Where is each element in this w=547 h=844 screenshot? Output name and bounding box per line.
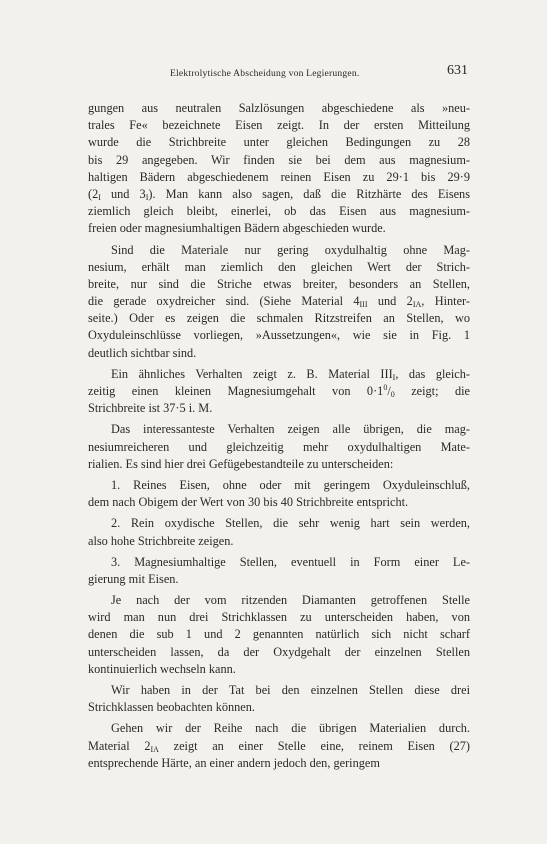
paragraph [88, 554, 470, 588]
text-line: bis 29 angegeben. Wir finden sie bei dem aus magnesium- [88, 152, 470, 167]
text-line: denen die sub 1 und 2 genannten natürlich sich nicht scharf [88, 627, 470, 642]
page-header [88, 63, 468, 83]
text-line: nesiumreicheren und gleichzeitig mehr oxydulhaltigen Mate- [88, 439, 470, 454]
running-title: Elektrolytische Abscheidung von Legierungen. [170, 68, 360, 79]
text-line: rialien. Es sind hier drei Gefügebestandteile zu unterscheiden: [88, 456, 394, 471]
text-line: Je nach der vom ritzenden Diamanten getroffenen Stelle [111, 593, 470, 608]
page-number: 631 [447, 63, 468, 78]
text-line: kontinuierlich wechseln kann. [88, 661, 236, 676]
paragraph [88, 242, 470, 362]
text-line: Oxyduleinschlüsse vorliegen, »Aussetzungen«, wie sie in Fig. 1 [88, 328, 470, 343]
text-line: wurde die Strichbreite unter gleichen Bedingungen zu 28 [88, 135, 470, 150]
text-line: gierung mit Eisen. [88, 571, 179, 586]
text-line: Gehen wir der Reihe nach die übrigen Materialien durch. [111, 721, 470, 736]
paragraph [88, 477, 470, 511]
text-line: seite.) Oder es zeigen die schmalen Ritzstreifen an Stellen, wo [88, 311, 470, 326]
paragraph [88, 682, 470, 716]
text-line: zeitig einen kleinen Magnesiumgehalt von $0\cdot 1^0/_0$ zeigt; die [88, 383, 470, 399]
body-text [88, 100, 470, 772]
text-line: freien oder magnesiumhaltigen Bädern abgeschieden wurde. [88, 221, 386, 236]
text-line: Wir haben in der Tat bei den einzelnen Stellen diese drei [111, 683, 470, 697]
text-line: 2. Rein oxydische Stellen, die sehr wenig hart sein werden, [111, 516, 470, 531]
text-line: Strichklassen beobachten können. [88, 700, 255, 715]
text-line: ($2_I$ und $3_I$). Man kann also sagen, daß die Ritzhärte des Eisens [88, 186, 470, 202]
paragraph [88, 720, 470, 772]
text-line: 3. Magnesiumhaltige Stellen, eventuell in Form einer Le- [111, 554, 470, 569]
paragraph [88, 366, 470, 418]
text-line: unterscheiden lassen, da der Oxydgehalt der einzelnen Stellen [88, 644, 470, 659]
paragraph [88, 100, 470, 238]
text-line: Material $2_{IA}$ zeigt an einer Stelle eine, reinem Eisen (27) [88, 738, 470, 754]
paragraph [88, 592, 470, 678]
text-line: 1. Reines Eisen, ohne oder mit geringem Oxyduleinschluß, [111, 477, 470, 492]
paragraph [88, 515, 470, 549]
text-line: nesium, erhält man ziemlich den gleichen Wert der Strich- [88, 259, 470, 274]
text-line: Strichbreite ist 37·5 i. M. [88, 401, 213, 416]
text-line: haltigen Bädern abgeschiedenem reinen Eisen zu 29·1 bis 29·9 [88, 169, 470, 184]
paragraph [88, 421, 470, 473]
text-line: dem nach Obigem der Wert von 30 bis 40 Strichbreite entspricht. [88, 495, 409, 510]
text-line: ziemlich gleich bleibt, einerlei, ob das Eisen aus magnesium- [88, 204, 470, 219]
text-line: wird man nun drei Strichklassen zu unterscheiden haben, von [88, 610, 470, 625]
text-line: gungen aus neutralen Salzlösungen abgeschiedene als »neu- [88, 101, 470, 115]
text-line: Das interessanteste Verhalten zeigen alle übrigen, die mag- [111, 422, 470, 437]
text-line: breite, nur sind die Striche etwas breiter, besonders an Stellen, [88, 276, 470, 291]
text-line: Ein ähnliches Verhalten zeigt z. B. Material $III_I$, das gleich- [111, 366, 470, 382]
text-line: trales Fe« bezeichnete Eisen zeigt. In der ersten Mitteilung [88, 118, 470, 133]
text-line: deutlich sichtbar sind. [88, 345, 197, 360]
text-line: Sind die Materiale nur gering oxydulhaltig ohne Mag- [111, 242, 470, 257]
text-line: entsprechende Härte, an einer andern jedoch den, geringem [88, 755, 380, 770]
text-line: die gerade oxydreicher sind. (Siehe Material $4_{III}$ und $2_{IA}$, Hinter- [88, 294, 470, 310]
text-line: also hohe Strichbreite zeigen. [88, 533, 234, 548]
